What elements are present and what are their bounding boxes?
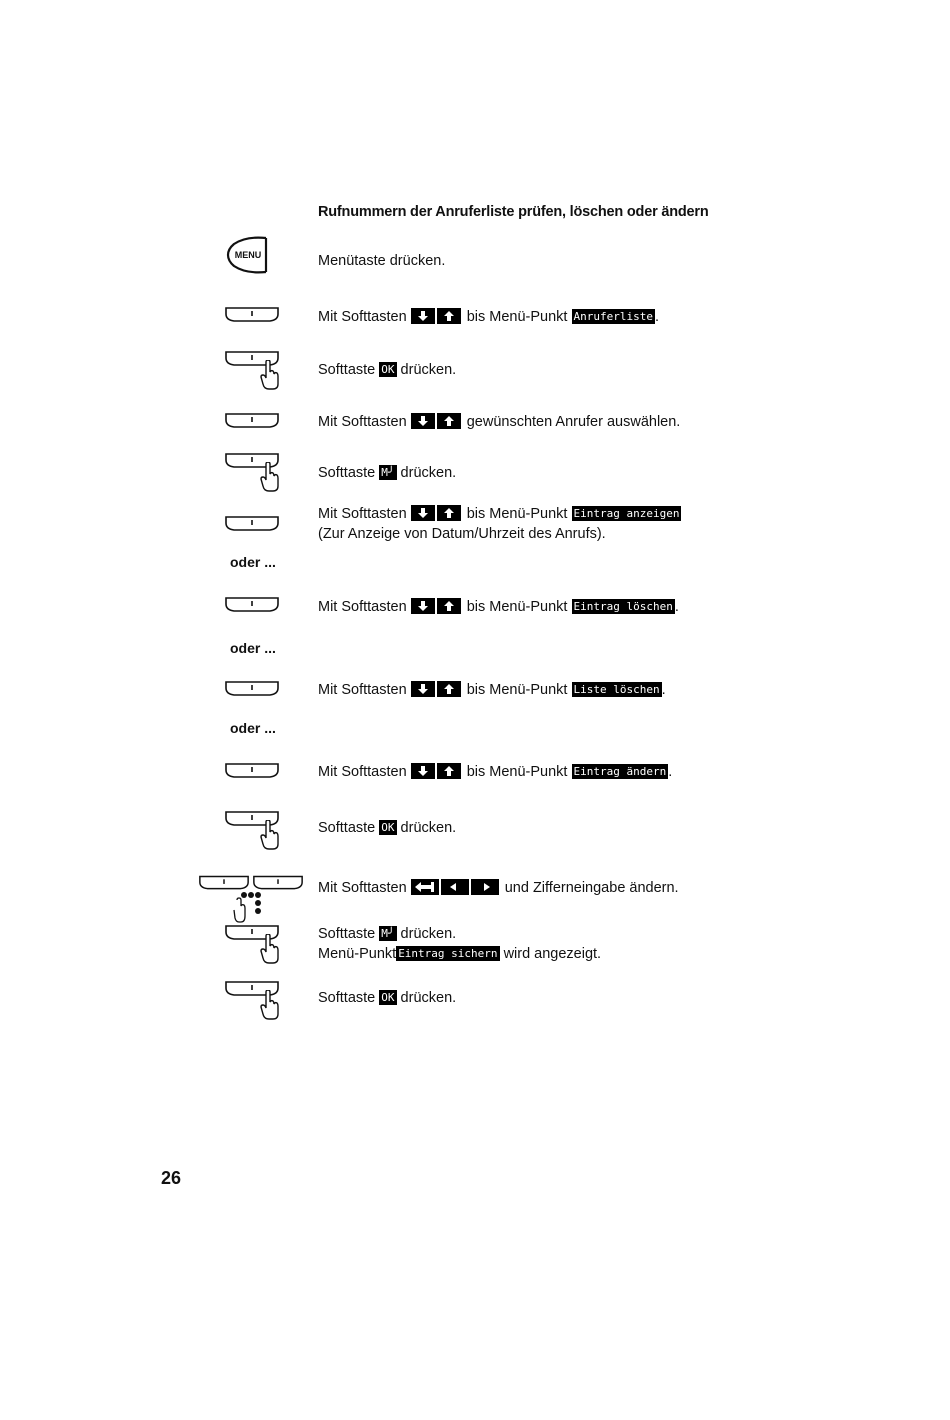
display-text: Eintrag ändern: [573, 765, 667, 778]
display-text: Liste löschen: [573, 683, 660, 696]
menu-key-label: MENU: [234, 250, 262, 260]
step-6: Mit Softtasten bis Menü-Punkt Eintrag anzeigen (Zur Anzeige von Datum/Uhrzeit des Anrufs).: [318, 506, 680, 542]
step-2: Mit Softtasten bis Menü-Punkt Anruferliste .: [318, 309, 660, 325]
softkey-icon[interactable]: [224, 412, 280, 430]
step-12: Softtaste M╯ drücken. Menü-Punkt Eintrag sichern wird angezeigt.: [318, 926, 602, 962]
display-text: OK: [381, 991, 395, 1004]
arrow-down-icon: [411, 308, 435, 324]
step-1: Menütaste drücken.: [318, 253, 446, 269]
step-11: Mit Softtasten und Zifferneingabe ändern.: [318, 880, 679, 896]
step-9: Mit Softtasten bis Menü-Punkt Eintrag ändern .: [318, 764, 673, 780]
arrow-left-icon: [441, 879, 469, 895]
hand-press-icon: [260, 462, 280, 492]
arrow-down-icon: [411, 763, 435, 779]
hand-press-icon: [260, 934, 280, 964]
backspace-icon: [411, 879, 439, 895]
arrow-down-icon: [411, 598, 435, 614]
arrow-up-icon: [437, 308, 461, 324]
page-title: Rufnummern der Anruferliste prüfen, löschen oder ändern: [318, 204, 709, 220]
step-7: Mit Softtasten bis Menü-Punkt Eintrag löschen .: [318, 599, 679, 615]
step-8: Mit Softtasten bis Menü-Punkt Liste löschen .: [318, 682, 666, 698]
softkey-icon[interactable]: [224, 596, 280, 614]
softkey-icon[interactable]: [224, 680, 280, 698]
hand-press-icon: [260, 820, 280, 850]
softkey-icon[interactable]: [224, 515, 280, 533]
display-text: Eintrag anzeigen: [573, 507, 680, 520]
step-4: Mit Softtasten gewünschten Anrufer auswählen.: [318, 414, 681, 430]
hand-press-icon: [260, 990, 280, 1020]
arrow-up-icon: [437, 763, 461, 779]
hand-press-icon: [260, 360, 280, 390]
arrow-down-icon: [411, 681, 435, 697]
arrow-up-icon: [437, 598, 461, 614]
softkey-icon[interactable]: [224, 306, 280, 324]
display-text: Eintrag sichern: [398, 947, 498, 960]
oder-label: oder ...: [230, 720, 276, 736]
oder-label: oder ...: [230, 640, 276, 656]
softkey-icon[interactable]: [224, 762, 280, 780]
step-3: Softtaste OK drücken.: [318, 362, 457, 378]
arrow-right-icon: [471, 879, 499, 895]
menu-key-icon: [226, 236, 268, 279]
step-10: Softtaste OK drücken.: [318, 820, 457, 836]
display-text: Anruferliste: [573, 310, 653, 323]
oder-label: oder ...: [230, 554, 276, 570]
arrow-up-icon: [437, 413, 461, 429]
display-text: Eintrag löschen: [573, 600, 673, 613]
arrow-down-icon: [411, 413, 435, 429]
display-text: M╯: [381, 466, 395, 479]
arrow-up-icon: [437, 681, 461, 697]
step-13: Softtaste OK drücken.: [318, 990, 457, 1006]
display-text: OK: [381, 821, 395, 834]
step-5: Softtaste M╯ drücken.: [318, 465, 457, 481]
page-number: 26: [161, 1168, 182, 1188]
arrow-down-icon: [411, 505, 435, 521]
display-text: OK: [381, 363, 395, 376]
display-text: M╯: [381, 927, 395, 940]
arrow-up-icon: [437, 505, 461, 521]
